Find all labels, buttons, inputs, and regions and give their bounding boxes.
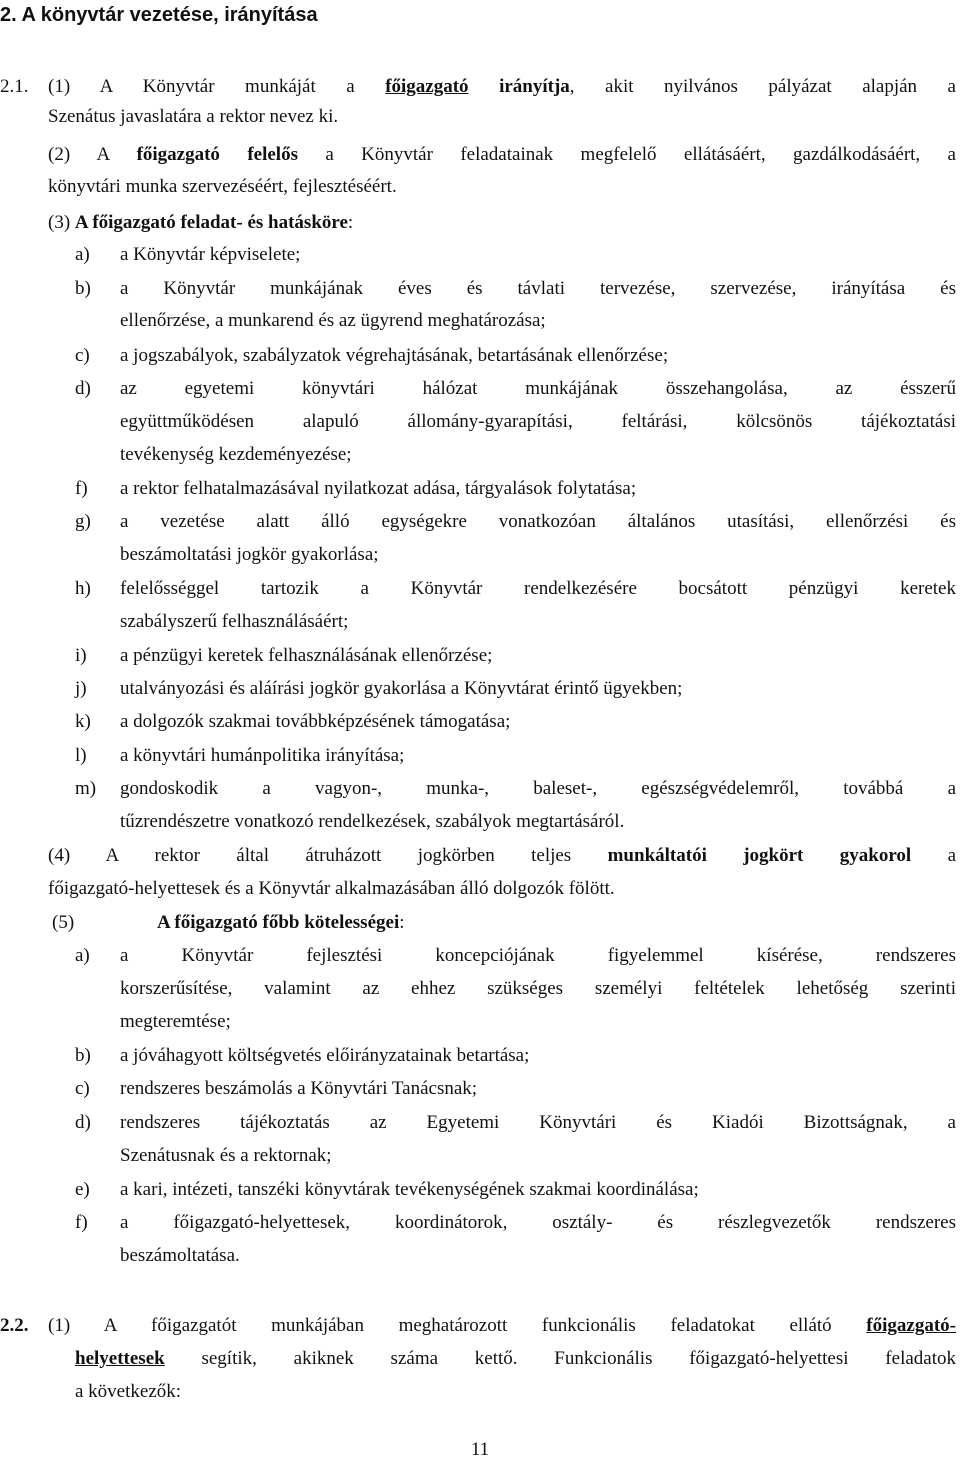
list-item-3b-line-1: a Könyvtár munkájának éves és távlati tervezése, szervezése, irányítása és: [120, 278, 956, 299]
list-label-5f: f): [75, 1212, 88, 1233]
list-item-5d-line-2: Szenátusnak és a rektornak;: [120, 1145, 332, 1166]
list-item-5a-line-1: a Könyvtár fejlesztési koncepciójának figyelemmel kísérése, rendszeres: [120, 945, 956, 966]
list-item-3i: a pénzügyi keretek felhasználásának ellenőrzése;: [120, 645, 493, 666]
list-item-5c: rendszeres beszámolás a Könyvtári Tanácsnak;: [120, 1078, 478, 1099]
list-label-3f: f): [75, 478, 88, 499]
list-item-3l: a könyvtári humánpolitika irányítása;: [120, 745, 405, 766]
list-item-3a: a Könyvtár képviselete;: [120, 244, 301, 265]
paragraph-2-line-1: (2) A főigazgató felelős a Könyvtár feladatainak megfelelő ellátásáért, gazdálkodásáért, a: [48, 144, 956, 165]
list-label-3a: a): [75, 244, 90, 265]
list-label-5a: a): [75, 945, 90, 966]
list-item-3c: a jogszabályok, szabályzatok végrehajtásának, betartásának ellenőrzése;: [120, 345, 669, 366]
list-item-5f-line-1: a főigazgató-helyettesek, koordinátorok, osztály- és részlegvezetők rendszeres: [120, 1212, 956, 1233]
list-label-5d: d): [75, 1112, 91, 1133]
list-item-5a-line-2: korszerűsítése, valamint az ehhez szükséges személyi feltételek lehetőség szerinti: [120, 978, 956, 999]
list-item-5b: a jóváhagyott költségvetés előirányzatainak betartása;: [120, 1045, 530, 1066]
link-foigazgato-helyettesek-1: főigazgató-: [866, 1315, 956, 1336]
link-foigazgato-helyettesek-2: helyettesek: [75, 1348, 165, 1369]
list-label-3c: c): [75, 345, 90, 366]
section-2-2-line-3: a következők:: [75, 1381, 182, 1402]
list-item-5f-line-2: beszámoltatása.: [120, 1245, 240, 1266]
section-2-2-line-2: helyettesek segítik, akiknek száma kettő. Funkcionális főigazgató-helyettesi feladatok: [75, 1348, 956, 1369]
list-label-3b: b): [75, 278, 91, 299]
paragraph-4-line-2: főigazgató-helyettesek és a Könyvtár alkalmazásában álló dolgozók fölött.: [48, 878, 615, 899]
paragraph-3-title: (3) A főigazgató feladat- és hatásköre:: [48, 212, 354, 233]
list-label-5b: b): [75, 1045, 91, 1066]
section-2-2-line-1: (1) A főigazgatót munkájában meghatározott funkcionális feladatokat ellátó főigazgató-: [48, 1315, 956, 1336]
list-item-3k: a dolgozók szakmai továbbképzésének támogatása;: [120, 711, 511, 732]
paragraph-5-title: A főigazgató főbb kötelességei:: [157, 912, 405, 933]
section-number-2-2: 2.2.: [0, 1315, 29, 1336]
list-item-5e: a kari, intézeti, tanszéki könyvtárak tevékenységének szakmai koordinálása;: [120, 1179, 699, 1200]
list-label-3k: k): [75, 711, 91, 732]
list-item-3h-line-2: szabályszerű felhasználásáért;: [120, 611, 349, 632]
list-item-3b-line-2: ellenőrzése, a munkarend és az ügyrend meghatározása;: [120, 310, 546, 331]
link-foigazgato: főigazgató: [385, 76, 469, 97]
list-item-5a-line-3: megteremtése;: [120, 1011, 231, 1032]
list-item-5d-line-1: rendszeres tájékoztatás az Egyetemi Könyvtári és Kiadói Bizottságnak, a: [120, 1112, 956, 1133]
section-number-2-1: 2.1.: [0, 76, 29, 97]
list-label-3g: g): [75, 511, 91, 532]
list-item-3d-line-1: az egyetemi könyvtári hálózat munkájának összehangolása, az ésszerű: [120, 378, 956, 399]
list-label-3l: l): [75, 745, 87, 766]
list-item-3g-line-1: a vezetése alatt álló egységekre vonatkozóan általános utasítási, ellenőrzési és: [120, 511, 956, 532]
list-label-3j: j): [75, 678, 87, 699]
list-label-3h: h): [75, 578, 91, 599]
list-label-3d: d): [75, 378, 91, 399]
list-item-3m-line-2: tűzrendészetre vonatkozó rendelkezések, szabályok megtartásáról.: [120, 811, 625, 832]
list-label-3m: m): [75, 778, 97, 799]
paragraph-4-line-1: (4) A rektor által átruházott jogkörben teljes munkáltatói jogkört gyakorol a: [48, 845, 956, 866]
list-label-5c: c): [75, 1078, 90, 1099]
page-number: 11: [470, 1439, 490, 1460]
list-item-3f: a rektor felhatalmazásával nyilatkozat adása, tárgyalások folytatása;: [120, 478, 637, 499]
list-item-3m-line-1: gondoskodik a vagyon-, munka-, baleset-, egészségvédelemről, továbbá a: [120, 778, 956, 799]
list-item-3g-line-2: beszámoltatási jogkör gyakorlása;: [120, 544, 379, 565]
paragraph-2-line-2: könyvtári munka szervezéséért, fejlesztéséért.: [48, 176, 397, 197]
list-item-3h-line-1: felelősséggel tartozik a Könyvtár rendelkezésére bocsátott pénzügyi keretek: [120, 578, 956, 599]
list-label-5e: e): [75, 1179, 90, 1200]
list-label-3i: i): [75, 645, 87, 666]
list-item-3d-line-3: tevékenység kezdeményezése;: [120, 444, 352, 465]
list-item-3d-line-2: együttműködésen alapuló állomány-gyarapítási, feltárási, kölcsönös tájékoztatási: [120, 411, 956, 432]
list-item-3j: utalványozási és aláírási jogkör gyakorlása a Könyvtárat érintő ügyekben;: [120, 678, 683, 699]
paragraph-1-line-2: Szenátus javaslatára a rektor nevez ki.: [48, 106, 339, 127]
section-heading: 2. A könyvtár vezetése, irányítása: [0, 4, 318, 26]
paragraph-5-number: (5): [52, 912, 75, 933]
paragraph-1-line-1: (1) A Könyvtár munkáját a főigazgató irányítja, akit nyilvános pályázat alapján a: [48, 76, 956, 97]
